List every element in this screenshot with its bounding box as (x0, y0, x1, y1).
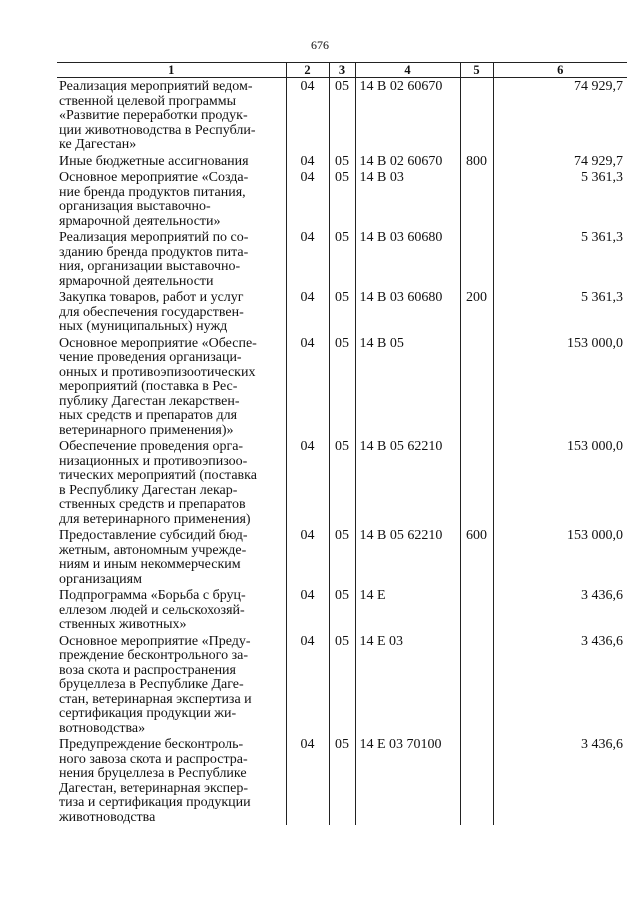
table-row (57, 335, 627, 439)
table-row (57, 153, 627, 170)
section-code: 04 (286, 153, 329, 170)
section-code: 04 (286, 289, 329, 335)
expense-type-code (460, 229, 493, 289)
table-row (57, 438, 627, 527)
section-code: 04 (286, 438, 329, 527)
column-header: 2 (286, 63, 329, 78)
column-header: 6 (493, 63, 627, 78)
amount: 153 000,0 (493, 527, 627, 587)
target-article-code: 14 Е 03 (355, 633, 460, 737)
section-code: 04 (286, 736, 329, 825)
subsection-code: 05 (329, 736, 355, 825)
amount: 74 929,7 (493, 78, 627, 153)
subsection-code: 05 (329, 289, 355, 335)
amount: 5 361,3 (493, 169, 627, 229)
table-row (57, 587, 627, 633)
amount: 5 361,3 (493, 289, 627, 335)
table-row (57, 169, 627, 229)
amount: 5 361,3 (493, 229, 627, 289)
item-name: Реализация мероприятий ведом- ственной целевой программы «Развитие переработки продук- ции животноводства в Республи- ке Дагестан» (59, 79, 256, 152)
target-article-code: 14 В 05 (355, 335, 460, 439)
subsection-code: 05 (329, 633, 355, 737)
table-row (57, 527, 627, 587)
expense-type-code (460, 335, 493, 439)
expense-type-code (460, 169, 493, 229)
expense-type-code: 200 (460, 289, 493, 335)
target-article-code: 14 В 02 60670 (355, 78, 460, 153)
amount: 3 436,6 (493, 736, 627, 825)
table-row (57, 229, 627, 289)
table-row (57, 78, 627, 153)
subsection-code: 05 (329, 78, 355, 153)
target-article-code: 14 В 05 62210 (355, 527, 460, 587)
table-row (57, 289, 627, 335)
section-code: 04 (286, 78, 329, 153)
amount: 153 000,0 (493, 335, 627, 439)
expense-type-code (460, 587, 493, 633)
target-article-code: 14 В 03 (355, 169, 460, 229)
amount: 74 929,7 (493, 153, 627, 170)
target-article-code: 14 В 03 60680 (355, 229, 460, 289)
item-name: Закупка товаров, работ и услуг для обеспечения государствен- ных (муниципальных) нужд (59, 290, 244, 334)
column-header: 5 (460, 63, 493, 78)
subsection-code: 05 (329, 335, 355, 439)
section-code: 04 (286, 527, 329, 587)
table-body (57, 78, 627, 826)
table-row (57, 633, 627, 737)
expense-type-code: 800 (460, 153, 493, 170)
item-name: Иные бюджетные ассигнования (59, 153, 249, 169)
item-name: Основное мероприятие «Обеспе- чение проведения организаци- онных и противоэпизоотических мероприятий (поставка в Рес- публику Дагестан лекарствен- ных средств и препаратов для ветеринарного применения)» (59, 335, 257, 438)
budget-table (57, 62, 627, 825)
target-article-code: 14 В 03 60680 (355, 289, 460, 335)
table-row (57, 736, 627, 825)
table-header-row (57, 63, 627, 78)
column-header: 1 (57, 63, 286, 78)
item-name: Основное мероприятие «Преду- преждение бесконтрольного за- воза скота и распространения бруцеллеза в Республике Даге- стан, ветеринарная экспертиза и сертификация продукции жи- вотноводства» (59, 633, 252, 736)
section-code: 04 (286, 633, 329, 737)
expense-type-code (460, 736, 493, 825)
item-name: Предоставление субсидий бюд- жетным, автономным учрежде- ниям и иным некоммерческим организациям (59, 528, 248, 587)
subsection-code: 05 (329, 527, 355, 587)
target-article-code: 14 В 02 60670 (355, 153, 460, 170)
item-name: Предупреждение бесконтроль- ного завоза скота и распростра- нения бруцеллеза в Республике Дагестан, ветеринарная экспер- тиза и сертификация продукции животноводства (59, 737, 251, 825)
target-article-code: 14 Е (355, 587, 460, 633)
section-code: 04 (286, 229, 329, 289)
subsection-code: 05 (329, 169, 355, 229)
column-header: 4 (355, 63, 460, 78)
subsection-code: 05 (329, 438, 355, 527)
target-article-code: 14 В 05 62210 (355, 438, 460, 527)
expense-type-code (460, 633, 493, 737)
subsection-code: 05 (329, 229, 355, 289)
expense-type-code (460, 438, 493, 527)
section-code: 04 (286, 169, 329, 229)
amount: 3 436,6 (493, 587, 627, 633)
amount: 3 436,6 (493, 633, 627, 737)
amount: 153 000,0 (493, 438, 627, 527)
expense-type-code (460, 78, 493, 153)
section-code: 04 (286, 587, 329, 633)
expense-type-code: 600 (460, 527, 493, 587)
item-name: Реализация мероприятий по со- зданию бренда продуктов пита- ния, организации выставочно- ярмарочной деятельности (59, 230, 249, 289)
section-code: 04 (286, 335, 329, 439)
subsection-code: 05 (329, 587, 355, 633)
column-header: 3 (329, 63, 355, 78)
item-name: Подпрограмма «Борьба с бруц- еллезом людей и сельскохозяй- ственных животных» (59, 588, 246, 632)
item-name: Обеспечение проведения орга- низационных и противоэпизоо- тических мероприятий (поставка в Республику Дагестан лекар- ственных средств и препаратов для ветеринарного применения) (59, 439, 257, 527)
subsection-code: 05 (329, 153, 355, 170)
page-number: 676 (311, 38, 329, 52)
item-name: Основное мероприятие «Созда- ние бренда продуктов питания, организация выставочно- ярмарочной деятельности» (59, 170, 249, 229)
target-article-code: 14 Е 03 70100 (355, 736, 460, 825)
